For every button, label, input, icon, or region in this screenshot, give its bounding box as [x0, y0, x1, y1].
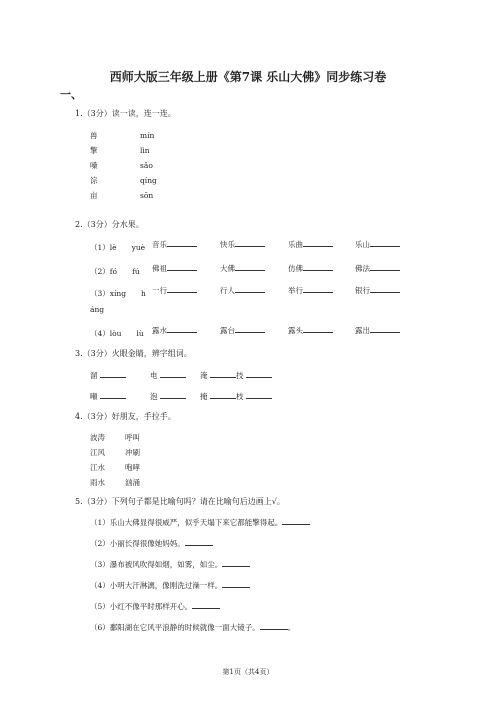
page-footer: 第1页（共4页） [222, 668, 274, 676]
q5-item: （3）瀑布被风吹得如烟，如雾，如尘。 [90, 558, 250, 570]
q2-word-cell: 露头 [288, 324, 333, 336]
q1-left-item[interactable]: 淙 [90, 176, 98, 185]
answer-blank[interactable] [282, 516, 310, 525]
q2-word-cell: 行人 [220, 284, 265, 296]
answer-blank[interactable] [167, 324, 197, 333]
q4-right-item[interactable]: 咆哮 [125, 463, 140, 472]
section-heading: 一、 [60, 88, 82, 101]
question-4-stem: 4.（3分）好朋友，手拉手。 [75, 412, 176, 421]
q5-item: （2）小丽长得很像她妈妈。 [90, 537, 213, 549]
q4-right-item[interactable]: 冲刷 [125, 448, 140, 457]
q4-left-item[interactable]: 江风 [90, 448, 105, 457]
q2-word-cell: 乐山 [355, 238, 400, 250]
q1-right-item[interactable]: qíng [140, 176, 157, 185]
answer-blank[interactable] [100, 390, 126, 399]
answer-blank[interactable] [303, 324, 333, 333]
q2-word-cell: 银行 [355, 284, 400, 296]
q5-item: （6）鄱阳湖在它风平浪静的时候就像一面大镜子。 。 [90, 623, 296, 632]
q2-word-cell: 露水 [152, 324, 197, 336]
q4-left-item[interactable]: 雨水 [90, 478, 105, 487]
answer-blank[interactable] [235, 238, 265, 247]
q2-wrap-text: áng [90, 305, 105, 314]
answer-blank[interactable] [160, 369, 186, 378]
q2-word-cell: 大佛 [220, 262, 265, 274]
q1-left-column [90, 128, 98, 203]
answer-blank[interactable] [303, 238, 333, 247]
answer-blank[interactable] [210, 390, 236, 399]
question-5-stem: 5.（3分）下列句子都是比喻句吗？请在比喻句后边画上√。 [75, 497, 285, 506]
q3-char-cell: 溜 [90, 369, 126, 381]
q2-word-cell: 一行 [152, 284, 197, 296]
answer-blank[interactable] [303, 262, 333, 271]
q4-left-column [90, 430, 105, 490]
q3-char-cell: 掩 [200, 390, 236, 402]
q1-left-item[interactable]: 擎 [90, 146, 98, 155]
q5-item: （1）乐山大佛显得很威严，似乎天塌下来它都能擎得起。 [90, 516, 310, 528]
q1-right-column [140, 128, 157, 203]
answer-blank[interactable] [100, 369, 126, 378]
q2-word-cell: 佛祖 [152, 262, 197, 274]
q3-char-cell: 电 [150, 369, 186, 381]
q3-char-cell: 淹 [200, 369, 236, 381]
q2-row-label: （4）lòu lù [90, 329, 144, 338]
q1-right-item[interactable]: mín [140, 131, 155, 140]
question-3-stem: 3.（3分）火眼金睛，辨字组词。 [75, 349, 192, 358]
answer-blank[interactable] [246, 369, 272, 378]
answer-blank[interactable] [260, 621, 288, 630]
q2-row-label: （3）xíng h [90, 289, 146, 298]
q4-right-column [125, 430, 140, 490]
question-1-stem: 1.（3分）读一读，连一连。 [75, 109, 176, 118]
q1-right-item[interactable]: sōn [140, 191, 154, 200]
q2-word-cell: 仿佛 [288, 262, 333, 274]
q5-item: （5）小红不像平时那样开心。 [90, 600, 220, 612]
answer-blank[interactable] [370, 324, 400, 333]
answer-blank[interactable] [370, 284, 400, 293]
answer-blank[interactable] [370, 262, 400, 271]
q1-right-item[interactable]: lìn [140, 146, 150, 155]
answer-blank[interactable] [210, 369, 236, 378]
q4-left-item[interactable]: 江水 [90, 463, 105, 472]
answer-blank[interactable] [246, 390, 272, 399]
q2-word-cell: 快乐 [220, 238, 265, 250]
answer-blank[interactable] [167, 238, 197, 247]
answer-blank[interactable] [303, 284, 333, 293]
answer-blank[interactable] [167, 284, 197, 293]
q5-item: （4）小明大汗淋漓，像刚洗过澡一样。 [90, 579, 250, 591]
q2-row-label: （1）lè yuè [90, 243, 146, 252]
q4-right-item[interactable]: 呼叫 [125, 433, 140, 442]
q3-char-cell: 枝 [236, 390, 272, 402]
answer-blank[interactable] [192, 600, 220, 609]
answer-blank[interactable] [160, 390, 186, 399]
answer-blank[interactable] [167, 262, 197, 271]
page-title: 西师大版三年级上册《第7课 乐山大佛》同步练习卷 [109, 70, 387, 84]
answer-blank[interactable] [222, 558, 250, 567]
q1-right-item[interactable]: sǎo [140, 161, 153, 170]
q1-left-item[interactable]: 兽 [90, 131, 98, 140]
q3-char-cell: 技 [236, 369, 272, 381]
q1-left-item[interactable]: 亩 [90, 191, 98, 200]
q3-char-cell: 泡 [150, 390, 186, 402]
question-2-stem: 2.（3分）分水果。 [75, 220, 144, 229]
q2-word-cell: 音乐 [152, 238, 197, 250]
answer-blank[interactable] [222, 579, 250, 588]
q2-word-cell: 佛法 [355, 262, 400, 274]
answer-blank[interactable] [235, 324, 265, 333]
q4-left-item[interactable]: 波涛 [90, 433, 105, 442]
q2-row-label: （2）fó fú [90, 267, 140, 276]
q2-word-cell: 举行 [288, 284, 333, 296]
q3-char-cell: 噸 [90, 390, 126, 402]
q4-right-item[interactable]: 汹涌 [125, 478, 140, 487]
answer-blank[interactable] [185, 537, 213, 546]
answer-blank[interactable] [370, 238, 400, 247]
answer-blank[interactable] [235, 284, 265, 293]
answer-blank[interactable] [235, 262, 265, 271]
q2-word-cell: 露台 [220, 324, 265, 336]
q2-word-cell: 露出 [355, 324, 400, 336]
q1-left-item[interactable]: 嗓 [90, 161, 98, 170]
q2-word-cell: 乐曲 [288, 238, 333, 250]
